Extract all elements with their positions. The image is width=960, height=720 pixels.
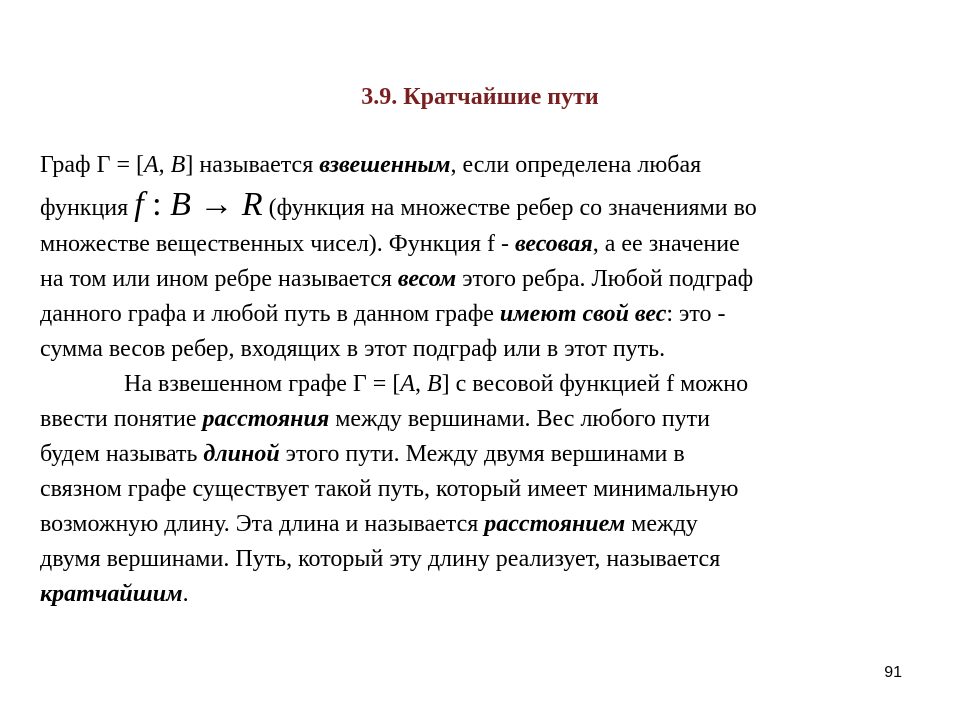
term-weight-function: весовая <box>514 231 593 257</box>
text-line-7 <box>40 367 920 402</box>
text-line-6: сумма весов ребер, входящих в этот подграф или в этот путь. <box>40 336 666 362</box>
text: , а ее значение <box>592 231 740 257</box>
text: данного графа и любой путь в данном графе <box>40 301 500 327</box>
slide-title: 3.9. Кратчайшие пути <box>361 84 599 110</box>
text: называется <box>199 152 320 178</box>
text-line-5 <box>40 297 920 332</box>
var-f: f <box>666 371 675 397</box>
text: этого пути. Между двумя вершинами в <box>279 441 685 467</box>
page-number: 91 <box>884 664 902 681</box>
text-line-2 <box>40 183 920 227</box>
gamma: Γ <box>352 371 367 397</box>
text: Граф <box>40 152 97 178</box>
text: функция <box>40 195 135 221</box>
text-line-8 <box>40 402 920 437</box>
term-weight: весом <box>397 266 457 292</box>
text-line-9 <box>40 437 920 472</box>
term-distance-2: расстоянием <box>484 511 626 537</box>
comma: , <box>158 152 171 178</box>
text: этого ребра. Любой подграф <box>456 266 754 292</box>
text: между вершинами. Вес любого пути <box>329 406 710 432</box>
term-length: длиной <box>203 441 280 467</box>
var-b: B <box>426 371 442 397</box>
eq: = <box>366 371 393 397</box>
text: На взвешенном графе <box>124 371 353 397</box>
formula-graph <box>353 371 450 397</box>
text-line-13 <box>40 577 920 612</box>
var-b: B <box>170 152 186 178</box>
bracket-close: ] <box>185 152 194 178</box>
comma: , <box>414 371 427 397</box>
text: возможную длину. Эта длина и называется <box>40 511 485 537</box>
text: на том или ином ребре называется <box>40 266 398 292</box>
bracket-open: [ <box>392 371 401 397</box>
text: , если определена любая <box>450 152 702 178</box>
text-line-4 <box>40 262 920 297</box>
bracket-open: [ <box>136 152 144 178</box>
eq: = <box>110 152 136 178</box>
text: ввести понятие <box>40 406 203 432</box>
term-weighted: взвешенным <box>319 152 451 178</box>
text-line-12: двумя вершинами. Путь, который эту длину реализует, называется <box>40 546 721 572</box>
text: (функция на множестве ребер со значениями во <box>268 195 757 221</box>
var-f: f <box>134 186 144 223</box>
text: будем называть <box>40 441 204 467</box>
text: между <box>625 511 698 537</box>
text: - <box>494 231 515 257</box>
text-line-3 <box>40 227 920 262</box>
text: можно <box>674 371 749 397</box>
term-distance: расстояния <box>202 406 330 432</box>
text: с весовой функцией <box>455 371 667 397</box>
gamma: Γ <box>96 152 111 178</box>
formula-function <box>134 186 262 223</box>
var-a: A <box>144 152 159 178</box>
arrow: → <box>190 186 242 223</box>
var-b: B <box>170 186 191 223</box>
colon: : <box>143 186 171 223</box>
text-line-11 <box>40 507 920 542</box>
bracket-close: ] <box>441 371 450 397</box>
formula-graph <box>97 152 194 178</box>
text: множестве вещественных чисел). Функция <box>40 231 487 257</box>
var-f: f <box>486 231 495 257</box>
term-shortest: кратчайшим <box>40 581 183 607</box>
var-a: A <box>400 371 415 397</box>
text: . <box>182 581 189 607</box>
var-r: R <box>241 186 263 223</box>
text: : это - <box>666 301 726 327</box>
text-line-10: связном графе существует такой путь, который имеет минимальную <box>40 476 739 502</box>
slide-body <box>40 148 920 612</box>
text-line-1 <box>40 148 920 183</box>
term-have-weight: имеют свой вес <box>499 301 667 327</box>
